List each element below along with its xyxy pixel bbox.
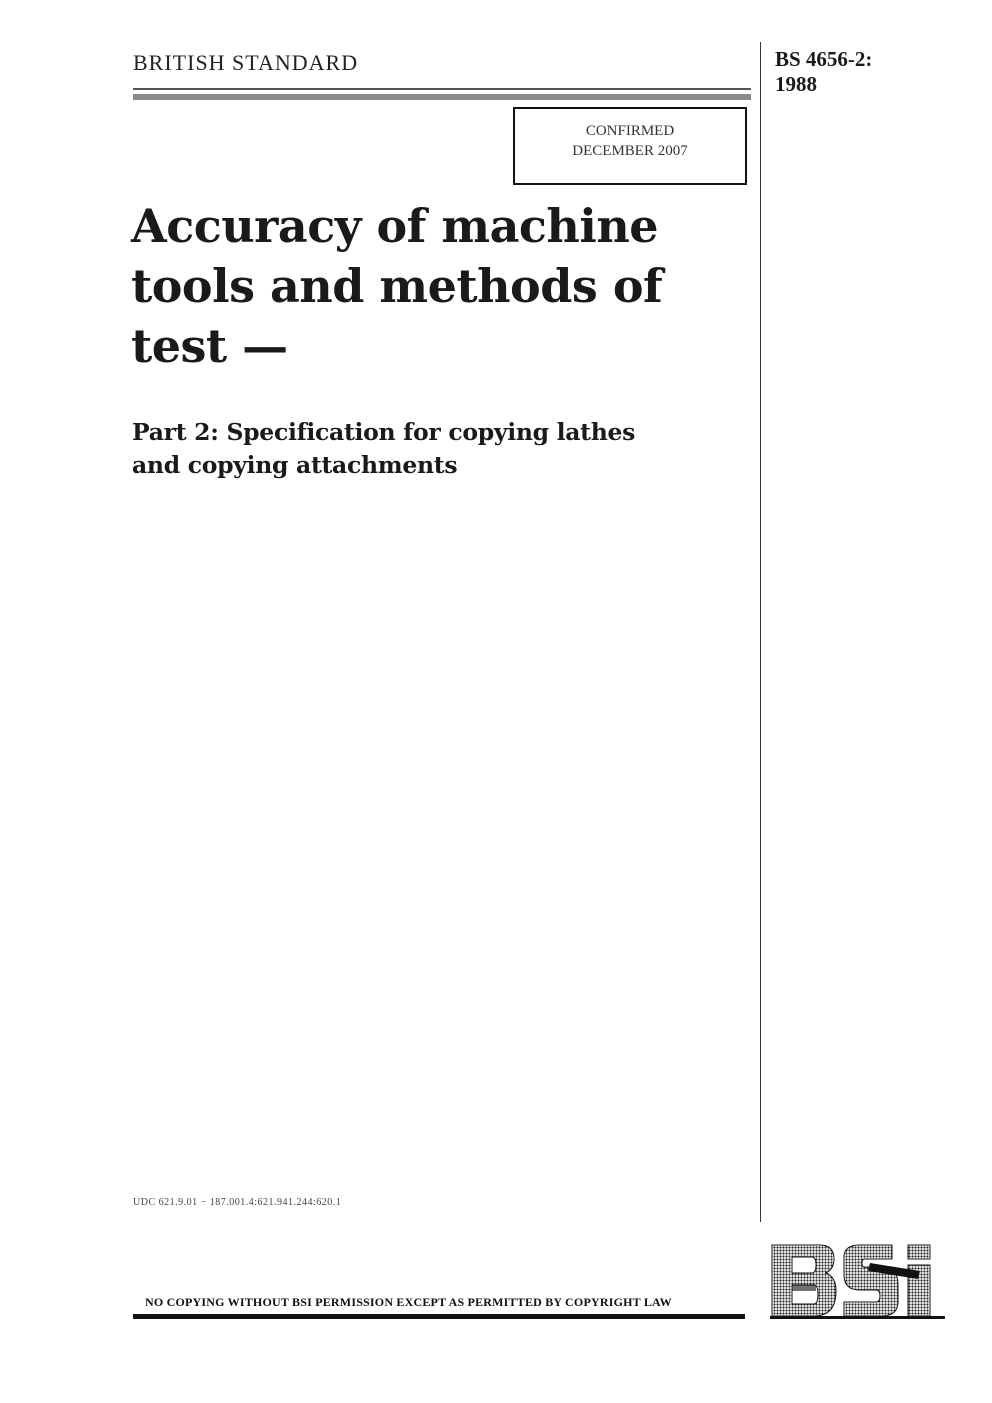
title-line1: Accuracy of machine bbox=[131, 199, 659, 253]
logo-underline bbox=[770, 1316, 945, 1319]
subtitle-line1: Part 2: Specification for copying lathes bbox=[132, 418, 636, 446]
header-rule-thin bbox=[133, 88, 751, 90]
header-rule-thick bbox=[133, 94, 751, 100]
standard-number-line2: 1988 bbox=[775, 72, 817, 96]
vertical-divider bbox=[760, 42, 761, 1222]
udc-classification: UDC 621.9.01 − 187.001.4:621.941.244:620.1 bbox=[133, 1197, 342, 1208]
copyright-notice: NO COPYING WITHOUT BSI PERMISSION EXCEPT AS PERMITTED BY COPYRIGHT LAW bbox=[145, 1295, 672, 1309]
standard-type-label: BRITISH STANDARD bbox=[133, 50, 359, 75]
standard-number-line1: BS 4656-2: bbox=[775, 47, 873, 71]
confirmed-line2: DECEMBER 2007 bbox=[572, 143, 688, 159]
standard-number bbox=[775, 47, 872, 97]
subtitle-line2: and copying attachments bbox=[132, 451, 458, 479]
confirmed-stamp bbox=[513, 107, 747, 185]
document-title bbox=[131, 196, 751, 376]
title-line3: test — bbox=[131, 319, 288, 373]
bsi-logo-icon bbox=[770, 1243, 945, 1320]
confirmed-line1: CONFIRMED bbox=[585, 123, 675, 139]
footer-rule bbox=[133, 1314, 745, 1319]
title-line2: tools and methods of bbox=[131, 259, 663, 313]
document-subtitle bbox=[132, 416, 752, 482]
